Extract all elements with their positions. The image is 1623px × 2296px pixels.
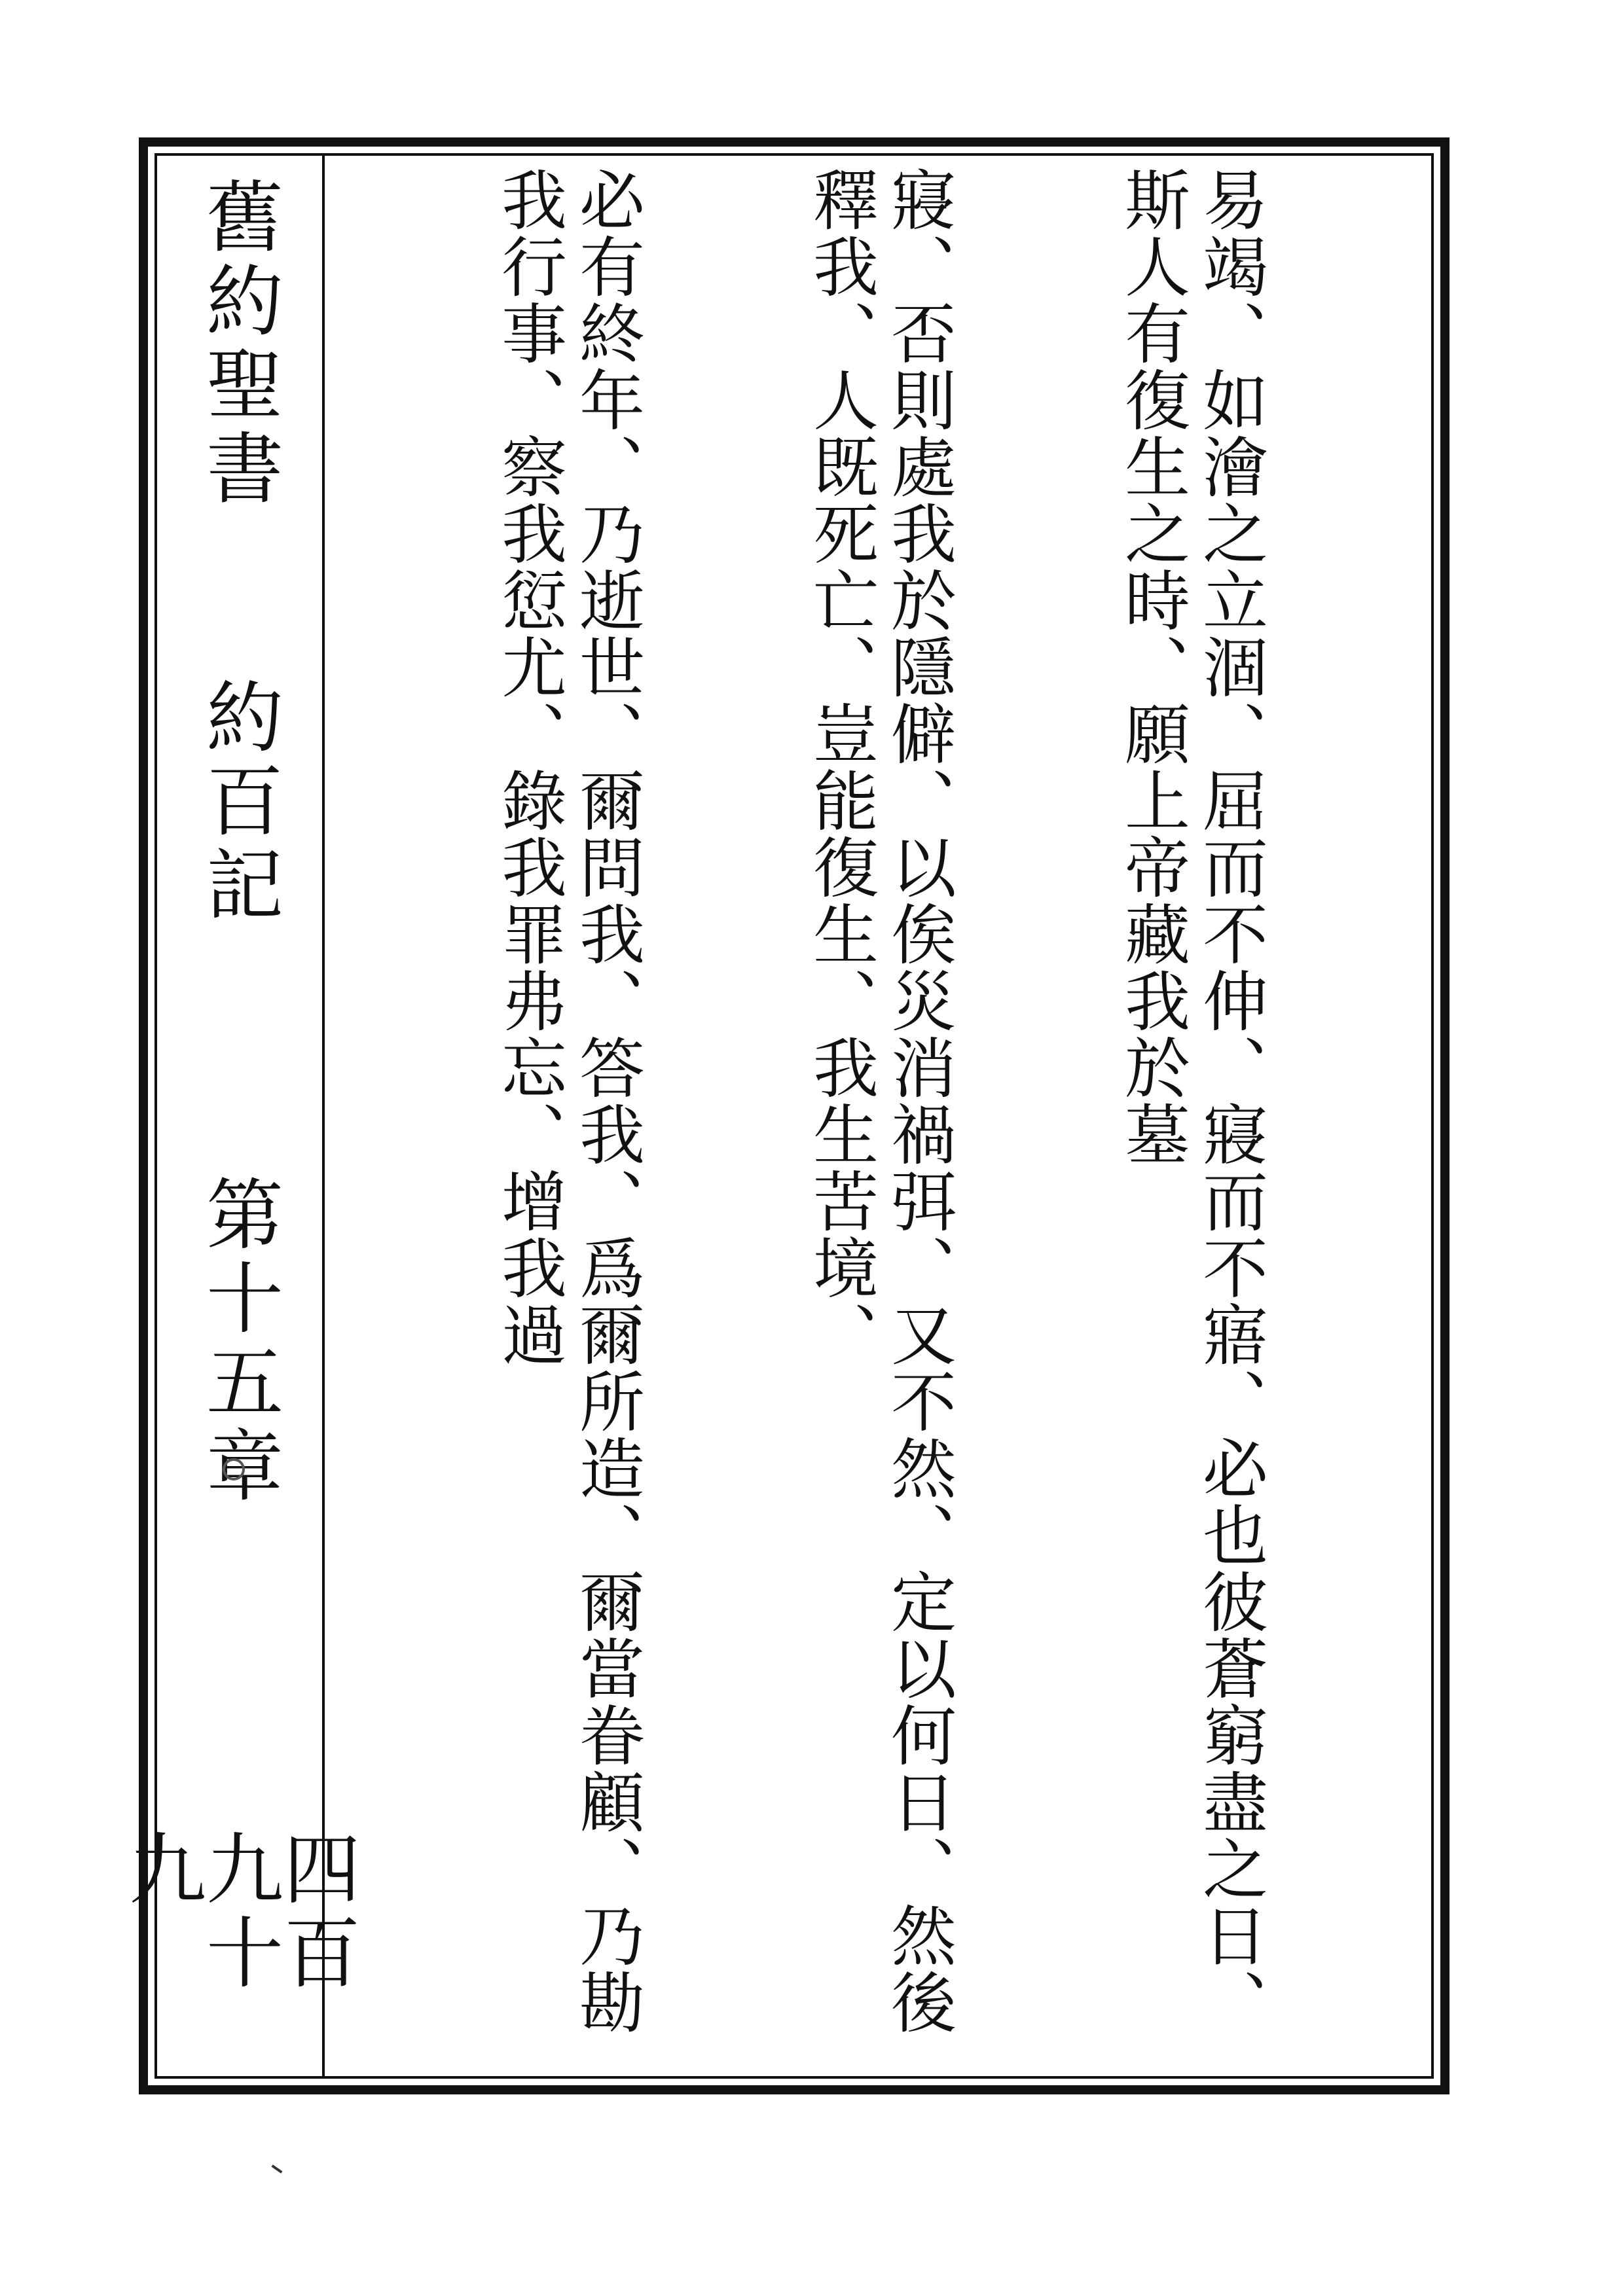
- scripture-text: [333, 166, 1425, 2064]
- book-name: 約百記: [193, 677, 283, 928]
- printer-ornament-icon: [223, 1458, 245, 1480]
- stray-ink-mark: [271, 2164, 282, 2174]
- text-column: 寢、否則處我於隱僻、以俟災消禍弭、又不然、定以何日、然後釋我、人既死亡、豈能復生、我生苦境、: [802, 166, 957, 2036]
- text-column: [333, 166, 334, 2064]
- book-series-title: 舊約聖書: [193, 177, 283, 512]
- running-header: [116, 153, 361, 2079]
- chapter-label: 第十五章: [193, 1174, 283, 1509]
- text-column: 必有終年、乃逝世、爾問我、答我、爲爾所造、爾當眷顧、乃勘我行事、察我愆尤、錄我罪弗忘、增我過: [490, 166, 645, 2036]
- page-number: 四百九十九: [116, 1829, 361, 1996]
- text-column: 易竭、如澮之立涸、屈而不伸、寢而不寤、必也彼蒼窮盡之日、斯人有復生之時、願上帝藏我於墓: [1114, 166, 1268, 2036]
